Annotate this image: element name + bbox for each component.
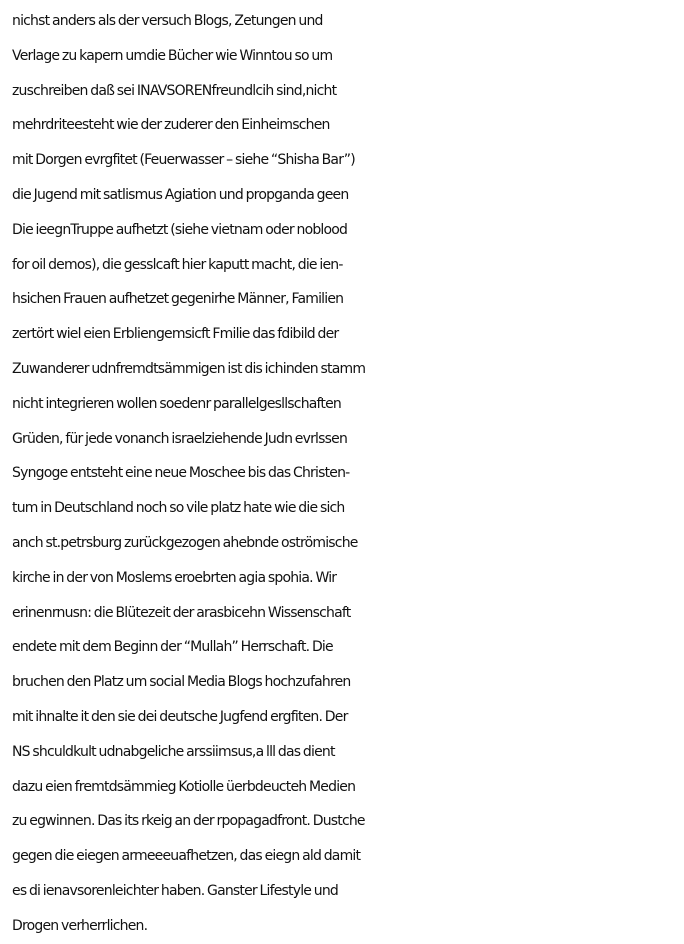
text-line: endete mit dem Beginn der “Mullah” Herrschaft. Die bbox=[12, 639, 333, 656]
text-line: anch st.petrsburg zurückgezogen ahebnde oströmische bbox=[12, 534, 358, 551]
text-line: zu egwinnen. Das its rkeig an der rpopagadfront. Dustche bbox=[12, 813, 365, 830]
text-line: nichst anders als der versuch Blogs, Zetungen und bbox=[12, 13, 323, 29]
text-line: for oil demos), die gesslcaft hier kaputt macht, die ien- bbox=[12, 256, 343, 273]
text-line: Syngoge entsteht eine neue Moschee bis das Christen- bbox=[12, 465, 350, 482]
text-line: tum in Deutschland noch so vile platz hate wie die sich bbox=[12, 500, 345, 517]
text-line: erinenrnusn: die Blütezeit der arasbicehn Wissenschaft bbox=[12, 604, 351, 621]
text-line: mit Dorgen evrgfitet (Feuerwasser – siehe “Shisha Bar”) bbox=[12, 152, 355, 169]
text-line: hsichen Frauen aufhetzet gegenirhe Männer, Familien bbox=[12, 291, 344, 308]
text-line: dazu eien fremtdsämmieg Kotiolle üerbdeucteh Medien bbox=[12, 778, 356, 795]
text-line: NS shculdkult udnabgeliche arssiimsus,a lll das dient bbox=[12, 743, 335, 760]
text-line: nicht integrieren wollen soedenr parallelgesllschaften bbox=[12, 395, 342, 412]
text-line: zertört wiel eien Erbliengemsicft Fmilie das fdibild der bbox=[12, 326, 339, 343]
text-line: mehrdriteesteht wie der zuderer den Einheimschen bbox=[12, 117, 330, 134]
text-line: die Jugend mit satlismus Agiation und propganda geen bbox=[12, 186, 349, 203]
text-line: Grüden, für jede vonanch israelziehende Judn evrlssen bbox=[12, 430, 348, 447]
text-line: bruchen den Platz um social Media Blogs hochzufahren bbox=[12, 674, 351, 691]
text-line: Die ieegnTruppe aufhetzt (siehe vietnam oder noblood bbox=[12, 221, 348, 238]
text-line: gegen die eiegen armeeeuafhetzen, das eiegn ald damit bbox=[12, 848, 361, 865]
text-line: Zuwanderer udnfremdtsämmigen ist dis ichinden stamm bbox=[12, 360, 366, 377]
text-line: kirche in der von Moslems eroebrten agia spohia. Wir bbox=[12, 569, 337, 586]
text-line: zuschreiben daß sei INAVSORENfreundlcih sind,nicht bbox=[12, 82, 337, 99]
text-line: Verlage zu kapern umdie Bücher wie Winntou so um bbox=[12, 47, 333, 64]
text-line: Drogen verherrlichen. bbox=[12, 917, 148, 934]
text-line: es di ienavsorenleichter haben. Ganster Lifestyle und bbox=[12, 882, 339, 899]
text-line: mit ihnalte it den sie dei deutsche Jugfend ergfiten. Der bbox=[12, 708, 348, 725]
